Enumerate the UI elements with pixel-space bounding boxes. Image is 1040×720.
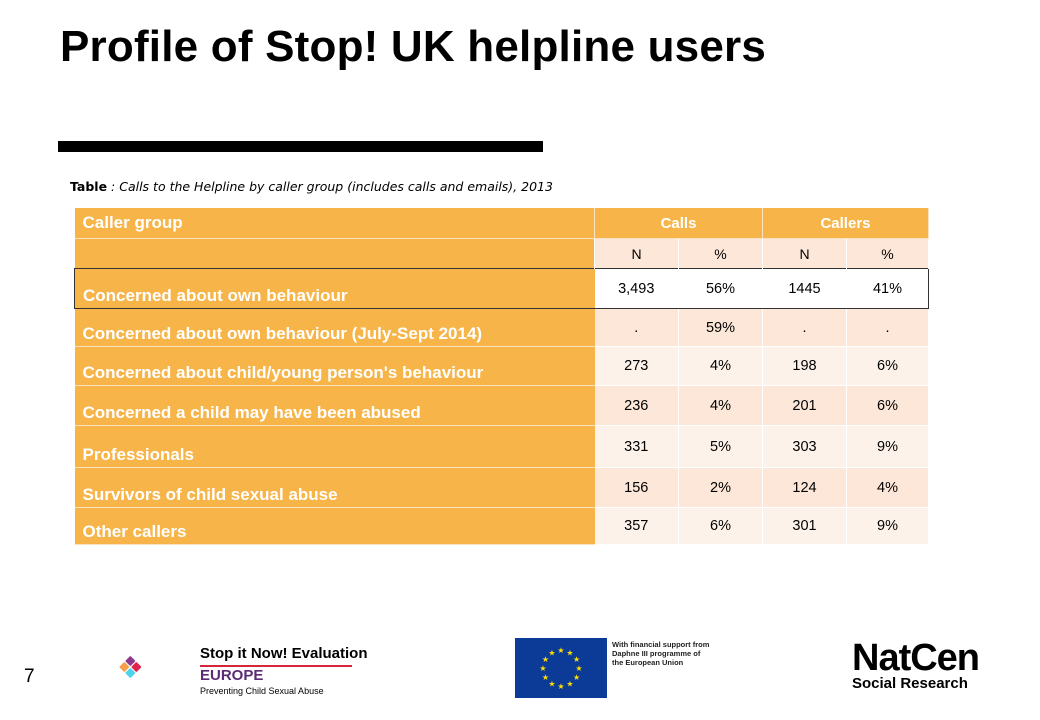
row-calls-pct: 2% xyxy=(679,468,763,508)
page-number: 7 xyxy=(24,666,35,687)
eu-star-icon: ★ xyxy=(573,673,581,682)
subheader-blank xyxy=(75,239,595,269)
eu-star-icon: ★ xyxy=(557,646,565,655)
row-callers-n: 1445 xyxy=(763,269,847,309)
row-callers-pct: 6% xyxy=(847,347,929,386)
subheader-callers-pct: % xyxy=(847,239,929,269)
table-row xyxy=(75,508,929,545)
subheader-callers-n: N xyxy=(763,239,847,269)
row-label: Concerned about own behaviour xyxy=(75,269,595,309)
eu-star-icon: ★ xyxy=(557,682,565,691)
eu-star-icon: ★ xyxy=(566,679,574,689)
stop-it-now-logo-icon xyxy=(118,632,198,704)
eu-star-icon: ★ xyxy=(548,679,556,689)
eu-flag-icon xyxy=(515,638,607,698)
stop-it-now-europe: EUROPE xyxy=(200,667,264,684)
row-callers-n: . xyxy=(763,309,847,347)
row-calls-n: 3,493 xyxy=(595,269,679,309)
table-row xyxy=(75,386,929,426)
eu-funding-note: With financial support from Daphne III programme of the European Union xyxy=(612,640,710,667)
caller-group-table xyxy=(74,208,929,545)
stop-it-now-tagline: Preventing Child Sexual Abuse xyxy=(200,686,324,696)
row-callers-n: 201 xyxy=(763,386,847,426)
row-label: Professionals xyxy=(75,426,595,468)
eu-star-icon: ★ xyxy=(575,664,583,673)
eu-star-icon: ★ xyxy=(573,655,581,664)
header-calls: Calls xyxy=(595,208,763,239)
caption-text: : Calls to the Helpline by caller group (includes calls and emails), 2013 xyxy=(107,179,553,194)
natcen-subtitle: Social Research xyxy=(852,675,968,692)
table-caption xyxy=(70,179,553,194)
row-calls-pct: 5% xyxy=(679,426,763,468)
natcen-wordmark: NatCen xyxy=(852,637,980,679)
table-row xyxy=(75,468,929,508)
row-calls-pct: 59% xyxy=(679,309,763,347)
row-calls-pct: 56% xyxy=(679,269,763,309)
row-callers-pct: 4% xyxy=(847,468,929,508)
header-caller-group: Caller group xyxy=(75,208,595,239)
slide-title: Profile of Stop! UK helpline users xyxy=(60,22,766,71)
row-calls-pct: 4% xyxy=(679,347,763,386)
stop-it-now-title: Stop it Now! Evaluation xyxy=(200,645,368,662)
row-calls-n: . xyxy=(595,309,679,347)
row-callers-n: 303 xyxy=(763,426,847,468)
row-label: Other callers xyxy=(75,508,595,545)
row-callers-pct: . xyxy=(847,309,929,347)
row-callers-pct: 9% xyxy=(847,426,929,468)
natcen-logo xyxy=(852,637,980,692)
eu-star-icon: ★ xyxy=(541,655,549,664)
subheader-calls-pct: % xyxy=(679,239,763,269)
row-calls-n: 357 xyxy=(595,508,679,545)
table-row xyxy=(75,347,929,386)
row-callers-pct: 9% xyxy=(847,508,929,545)
row-calls-pct: 4% xyxy=(679,386,763,426)
row-label: Concerned a child may have been abused xyxy=(75,386,595,426)
caption-prefix: Table xyxy=(70,179,108,194)
row-calls-n: 273 xyxy=(595,347,679,386)
title-underline xyxy=(58,141,543,152)
eu-star-icon: ★ xyxy=(566,648,574,658)
row-calls-pct: 6% xyxy=(679,508,763,545)
row-callers-n: 124 xyxy=(763,468,847,508)
eu-star-icon: ★ xyxy=(548,648,556,658)
subheader-calls-n: N xyxy=(595,239,679,269)
table-row xyxy=(75,269,929,309)
row-calls-n: 331 xyxy=(595,426,679,468)
eu-star-icon: ★ xyxy=(539,664,547,673)
table-row xyxy=(75,309,929,347)
table-subheader-row xyxy=(75,239,929,269)
row-label: Survivors of child sexual abuse xyxy=(75,468,595,508)
row-label: Concerned about child/young person's behaviour xyxy=(75,347,595,386)
eu-star-icon: ★ xyxy=(541,673,549,682)
row-calls-n: 236 xyxy=(595,386,679,426)
row-callers-pct: 6% xyxy=(847,386,929,426)
table-header-row xyxy=(75,208,929,239)
table-row xyxy=(75,426,929,468)
row-callers-pct: 41% xyxy=(847,269,929,309)
row-callers-n: 301 xyxy=(763,508,847,545)
header-callers: Callers xyxy=(763,208,929,239)
row-calls-n: 156 xyxy=(595,468,679,508)
row-label: Concerned about own behaviour (July-Sept 2014) xyxy=(75,309,595,347)
row-callers-n: 198 xyxy=(763,347,847,386)
